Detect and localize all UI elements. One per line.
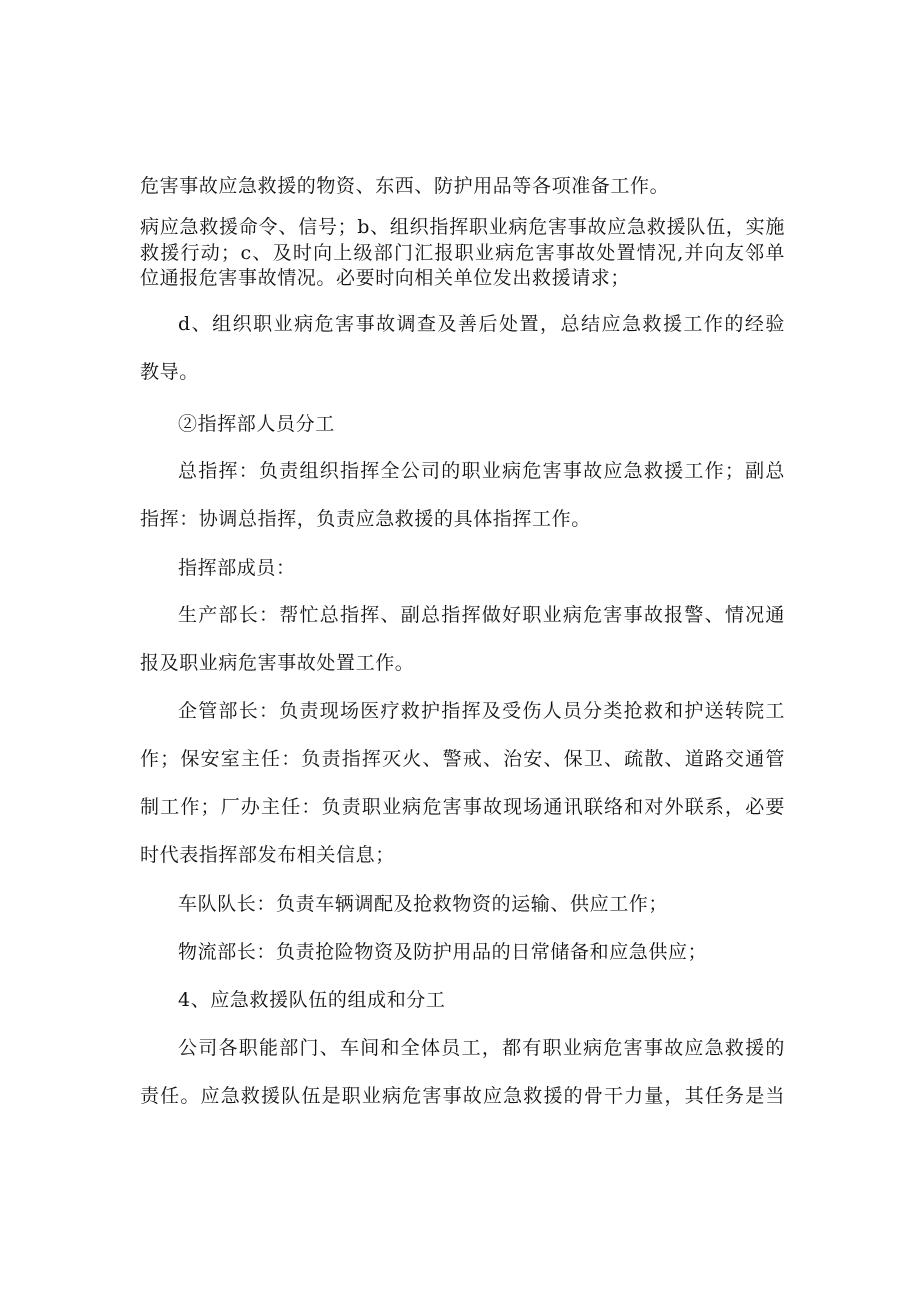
text-line-16: 时代表指挥部发布相关信息； <box>140 844 395 866</box>
text-line-17: 车队队长：负责车辆调配及抢救物资的运输、供应工作； <box>178 893 669 915</box>
document-page <box>140 0 785 1301</box>
text-line-8: 总指挥：负责组织指挥全公司的职业病危害事故应急救援工作；副总 <box>178 460 785 482</box>
text-line-12: 报及职业病危害事故处置工作。 <box>140 652 415 674</box>
text-line-18: 物流部长：负责抢险物资及防护用品的日常储备和应急供应； <box>178 941 708 963</box>
text-line-21: 责任。应急救援队伍是职业病危害事故应急救援的骨干力量，其任务是当 <box>140 1085 785 1107</box>
text-line-14: 作；保安室主任：负责指挥灭火、警戒、治安、保卫、疏散、道路交通管 <box>140 748 785 770</box>
text-line-13: 企管部长：负责现场医疗救护指挥及受伤人员分类抢救和护送转院工 <box>178 700 785 722</box>
text-line-3: 救援行动；c、及时向上级部门汇报职业病危害事故处置情况,并向友邻单 <box>140 242 785 264</box>
text-line-2: 病应急救援命令、信号；b、组织指挥职业病危害事故应急救援队伍，实施 <box>140 216 785 238</box>
text-line-6: 教导。 <box>140 361 199 383</box>
text-line-11: 生产部长：帮忙总指挥、副总指挥做好职业病危害事故报警、情况通 <box>178 604 785 626</box>
text-line-9: 指挥：协调总指挥，负责应急救援的具体指挥工作。 <box>140 508 591 530</box>
text-line-1: 危害事故应急救援的物资、东西、防护用品等各项准备工作。 <box>140 175 670 197</box>
text-line-5: d、组织职业病危害事故调查及善后处置，总结应急救援工作的经验 <box>178 313 785 335</box>
text-line-20: 公司各职能部门、车间和全体员工，都有职业病危害事故应急救援的 <box>178 1037 785 1059</box>
section-heading-rescue-team: 4、应急救援队伍的组成和分工 <box>178 989 446 1011</box>
section-heading-command-roles: ②指挥部人员分工 <box>178 413 335 435</box>
text-line-4: 位通报危害事故情况。必要时向相关单位发出救援请求； <box>140 267 631 289</box>
text-line-15: 制工作；厂办主任：负责职业病危害事故现场通讯联络和对外联系，必要 <box>140 796 785 818</box>
text-line-10: 指挥部成员： <box>178 557 296 579</box>
